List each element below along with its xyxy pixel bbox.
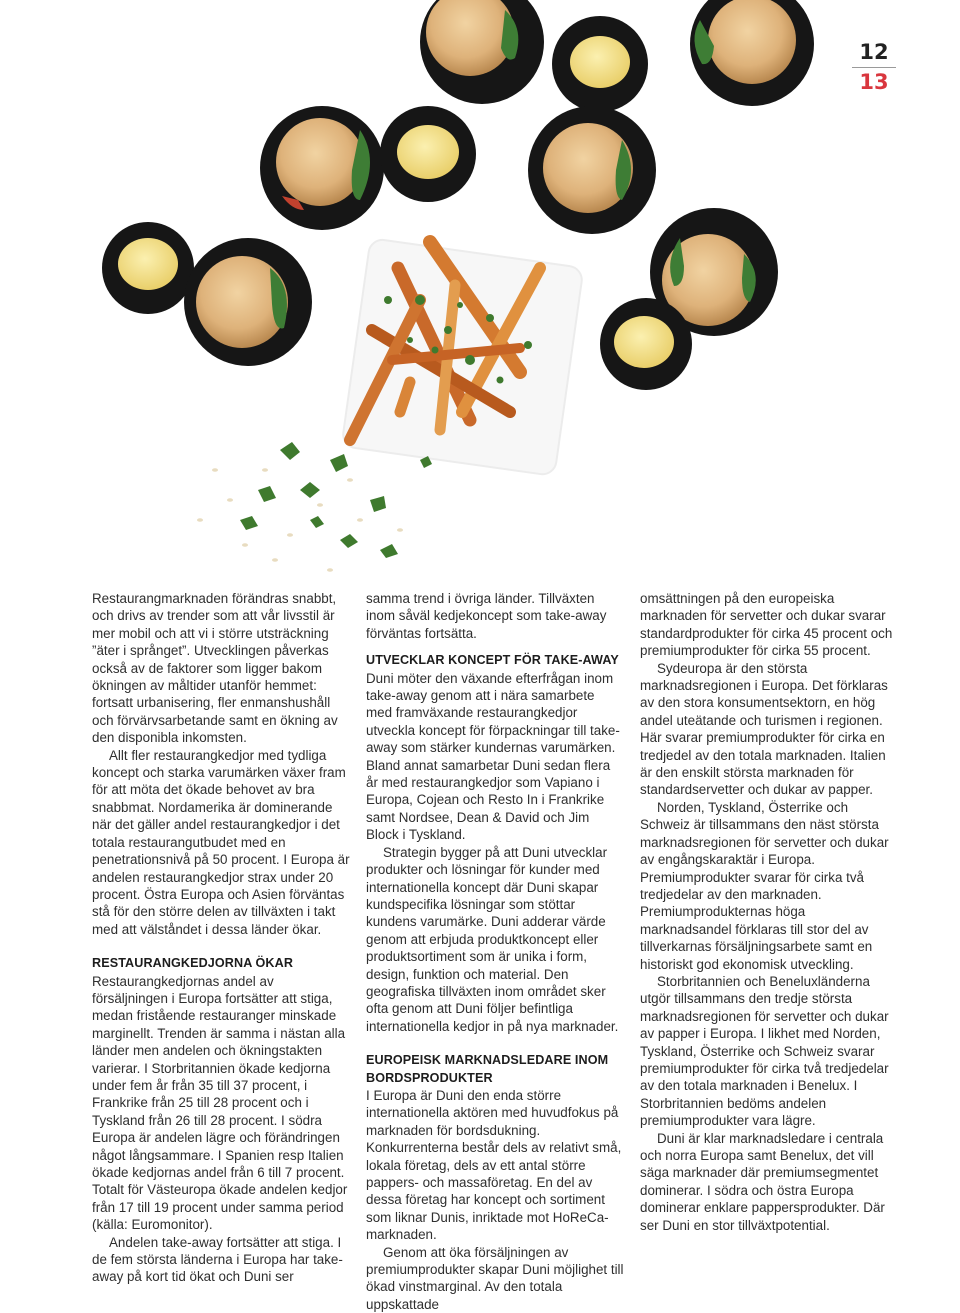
section-heading: EUROPEISK MARKNADSLEDARE INOM BORDSPRODUKTER: [366, 1053, 609, 1085]
body-paragraph: Allt fler restaurangkedjor med tydliga koncept och starka varumärken växer fram för att möta det ökade behovet av bra snabbmat. Nordamerika är dominerande när det gäller andel restaurangkedjor i det totala restaurangutbudet med en penetrationsnivå på 50 procent. I Europa är andelen restaurangkedjor strax under 20 procent. Östra Europa och Asien förväntas stå för den större delen av tillväxten i takt med att välståndet i dessa länder ökar.: [92, 747, 350, 937]
body-paragraph: Duni är klar marknadsledare i centrala och norra Europa samt Benelux, det vill säga marknader där premiumsegmentet dominerar. I södra och östra Europa dominerar enklare pappersprodukter. Där ser Duni en stor tillväxtpotential.: [640, 1130, 885, 1233]
text-column-1: [92, 590, 352, 1286]
body-paragraph: Restaurangkedjornas andel av försäljningen i Europa fortsätter att stiga, medan fristående restauranger minskade marginellt. Trenden är samma i nästan alla länder men andelen och ökningstakten varierar. I Storbritannien ökade kedjorna under fem år från 35 till 37 procent, i Frankrike från 25 till 28 procent och i Tyskland från 26 till 28 procent. I södra Europa är andelen lägre och förändringen något långsammare. I Spanien resp Italien ökade kedjornas andel från 6 till 7 procent. Totalt för Västeuropa ökade andelen kedjor från 17 till 19 procent under samma period (källa: Euromonitor).: [92, 973, 348, 1233]
food-illustration: [0, 0, 960, 590]
burger-bowl-5: [184, 238, 312, 366]
scattered-herbs: [240, 442, 432, 558]
body-paragraph: I Europa är Duni den enda större internationella aktören med huvudfokus på marknaden för bordsdukning. Konkurrenterna består dels av relativt små, lokala företag, dels av ett antal större pappers- och massaföretag. En del av dessa företag har koncept och sortiment som liknar Dunis, inriktade mot HoReCa-marknaden.: [366, 1087, 622, 1243]
body-paragraph: Sydeuropa är den största marknadsregionen i Europa. Det förklaras av den stora konsumentsektorn, en hög andel uteätande och turismen i regionen. Här svarar premiumprodukter för cirka en tredjedel av den totala marknaden. Italien är den enskilt största marknaden för standardservetter och dukar av papper.: [640, 660, 888, 798]
burger-bowl-2: [690, 0, 814, 106]
text-column-2: [366, 590, 624, 1313]
sauce-bowl-3: [380, 106, 476, 202]
sauce-bowl-1: [552, 16, 648, 112]
food-photo: [0, 0, 960, 590]
section-heading: UTVECKLAR KONCEPT FÖR TAKE-AWAY: [366, 653, 619, 668]
sauce-bowl-5: [102, 222, 194, 314]
page-number-left: 12: [852, 42, 896, 68]
page-number-right: 13: [859, 70, 889, 94]
body-paragraph: Restaurangmarknaden förändras snabbt, och drivs av trender som att vår livsstil är mer mobil och att vi i större utsträckning ”äter i språnget”. Utvecklingen påverkas också av de faktorer som ligger bakom ökningen av måltider utanför hemmet: fortsatt urbanisering, fler enmanshushåll och förvärvsarbetande samt en ökning av den disponibla inkomsten.: [92, 591, 338, 746]
sauce-bowl-6: [600, 298, 692, 390]
body-paragraph: Norden, Tyskland, Österrike och Schweiz är tillsammans den näst största marknadsregionen för servetter och dukar av engångskaraktär i Europa. Premiumprodukter svarar för cirka två tredjedelar av den marknaden. Premiumprodukternas höga marknadsandel förklaras till stor del av tillverkarnas försäljningsarbete samt en historiskt god ekonomisk utveckling.: [640, 799, 889, 972]
body-paragraph: Strategin bygger på att Duni utvecklar produkter och lösningar för kunder med internationella koncept där Duni skapar kundspecifika lösningar som stöttar kundens varumärke. Duni adderar värde genom att erbjuda produktkoncept eller produktsortiment som är unika i form, design, funktion och material. Den geografiska tillväxten inom området sker ofta genom att Duni följer befintliga internationella kedjor in på nya marknader.: [366, 844, 619, 1034]
burger-bowl-1: [420, 0, 544, 104]
fries-plate: [341, 238, 583, 476]
section-heading: RESTAURANGKEDJORNA ÖKAR: [92, 956, 294, 971]
body-paragraph: Andelen take-away fortsätter att stiga. I de fem största länderna i Europa har take-away på kort tid ökat och Duni ser: [92, 1234, 343, 1285]
body-paragraph: Genom att öka försäljningen av premiumprodukter skapar Duni möjlighet till ökad vinstmarginal. Av den totala uppskattade: [366, 1244, 624, 1312]
body-paragraph: omsättningen på den europeiska marknaden för servetter och dukar svarar standardprodukter för cirka 45 procent och premiumprodukter för cirka 55 procent.: [640, 591, 893, 659]
text-column-3: [640, 590, 896, 1234]
burger-bowl-3: [260, 106, 384, 230]
body-paragraph: Duni möter den växande efterfrågan inom take-away genom att i nära samarbete med framväxande restaurangkedjor utveckla koncept för förpackningar till take-away som stärker kundernas varumärken. Bland annat samarbetar Duni sedan flera år med restaurangkedjor som Vapiano i Europa, Cojean och Resto In i Frankrike samt Nordsee, Dean & David och Jim Block i Tyskland.: [366, 670, 620, 843]
body-paragraph: Storbritannien och Beneluxländerna utgör tillsammans den tredje största marknadsregionen för servetter och dukar av papper i Europa. I likhet med Norden, Tyskland, Österrike och Schweiz svarar premiumprodukter för cirka två tredjedelar av den totala marknaden i Benelux. I Storbritannien bedöms andelen premiumprodukter vara lägre.: [640, 973, 889, 1129]
burger-bowl-4: [528, 106, 656, 234]
scattered-seeds: [197, 468, 403, 572]
body-paragraph: samma trend i övriga länder. Tillväxten inom såväl kedjekoncept som take-away förväntas fortsätta.: [366, 591, 607, 641]
